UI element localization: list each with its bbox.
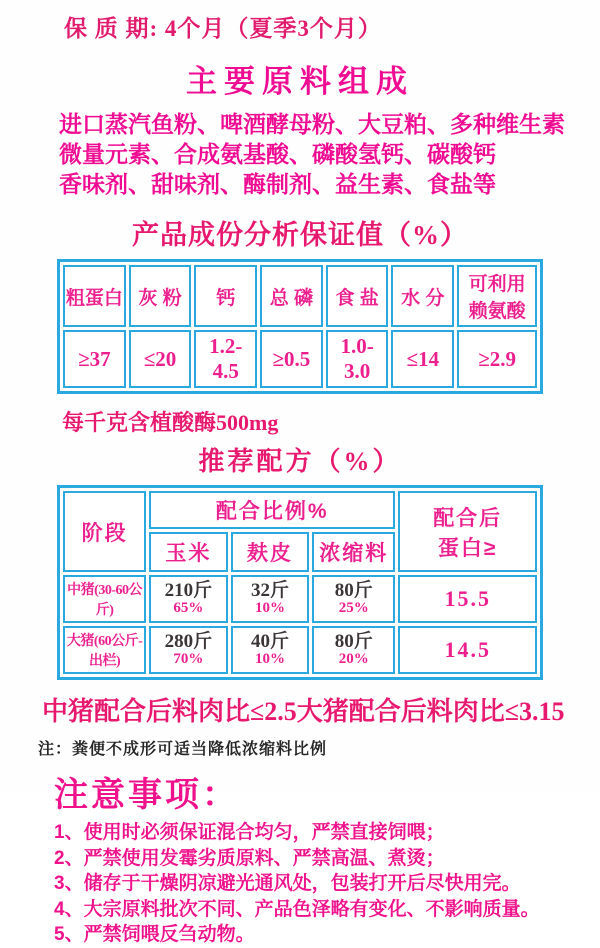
- big-pig-corn-jin: 280斤: [164, 631, 213, 653]
- formula-col-mix-ratio: 配合比例%: [149, 491, 395, 529]
- mid-pig-bran-cell: [231, 575, 310, 623]
- mid-pig-bran-pct: 10%: [254, 600, 285, 617]
- caution-item-4: 4、大宗原料批次不同、产品色泽略有变化、不影响质量。: [54, 898, 540, 920]
- big-pig-bran-jin: 40斤: [250, 631, 289, 653]
- formula-col-protein-line2: 蛋白≥: [437, 536, 498, 560]
- caution-item-3: 3、储存于干燥阴凉避光通风处，包装打开后尽快用完。: [54, 873, 521, 894]
- ingredients-paragraph: [59, 109, 565, 199]
- mid-pig-corn-pct: 65%: [173, 600, 204, 617]
- analysis-col-ash: 灰 粉: [129, 265, 192, 327]
- big-pig-corn-pct: 70%: [173, 651, 204, 668]
- analysis-val-calcium: 1.2-4.5: [194, 330, 257, 388]
- formula-col-bran: 麸皮: [231, 532, 310, 572]
- stool-note: 注：粪便不成形可适当降低浓缩料比例: [38, 741, 328, 758]
- analysis-val-ash: ≤20: [129, 330, 192, 388]
- mid-pig-corn-cell: [149, 575, 228, 623]
- big-pig-concentrate-jin: 80斤: [334, 631, 373, 653]
- mid-pig-concentrate-jin: 80斤: [334, 580, 373, 602]
- caution-item-2: 2、严禁使用发霉劣质原料、严禁高温、煮烫；: [54, 847, 445, 869]
- analysis-header-row: [63, 265, 537, 327]
- mid-pig-feed-meat-ratio: 中猪配合后料肉比≤2.5: [42, 697, 297, 726]
- mid-pig-protein-value: 15.5: [398, 575, 537, 623]
- shelf-life-line: 保 质 期: 4个月（夏季3个月）: [64, 16, 382, 41]
- caution-item-1: 1、使用时必须保证混合均匀，严禁直接饲喂；: [54, 822, 445, 843]
- analysis-col-phosphorus: 总 磷: [260, 265, 323, 327]
- analysis-col-moisture: 水 分: [391, 265, 454, 327]
- big-pig-protein-value: 14.5: [398, 626, 537, 674]
- stage-label-big-pig: 大猪(60公斤-出栏): [63, 626, 146, 674]
- formula-col-stage: 阶段: [63, 491, 146, 572]
- formula-col-protein-line1: 配合后: [433, 506, 503, 530]
- big-pig-corn-cell: [149, 626, 228, 674]
- phytase-note: 每千克含植酸酶500mg: [62, 410, 279, 435]
- caution-item-5: 5、严禁饲喂反刍动物。: [54, 924, 255, 945]
- formula-section-title: 推荐配方（%）: [198, 447, 402, 476]
- cautions-title: 注意事项：: [54, 777, 239, 814]
- analysis-section-title: 产品成份分析保证值（%）: [132, 220, 468, 250]
- big-pig-bran-cell: [231, 626, 310, 674]
- mid-pig-corn-jin: 210斤: [164, 580, 213, 602]
- formula-col-concentrate: 浓缩料: [312, 532, 395, 572]
- big-pig-concentrate-pct: 20%: [338, 651, 369, 668]
- mid-pig-bran-jin: 32斤: [250, 580, 289, 602]
- analysis-table: [57, 259, 543, 394]
- analysis-val-crude-protein: ≥37: [63, 330, 126, 388]
- analysis-val-moisture: ≤14: [391, 330, 454, 388]
- mid-pig-concentrate-cell: [312, 575, 395, 623]
- feed-meat-ratio-line: [42, 691, 565, 728]
- analysis-col-calcium: 钙: [194, 265, 257, 327]
- formula-row-mid-pig: [63, 575, 537, 623]
- big-pig-concentrate-cell: [312, 626, 395, 674]
- ingredients-line-1: 进口蒸汽鱼粉、啤酒酵母粉、大豆粕、多种维生素: [59, 111, 565, 137]
- analysis-col-salt: 食 盐: [326, 265, 389, 327]
- analysis-val-phosphorus: ≥0.5: [260, 330, 323, 388]
- ingredients-line-3: 香味剂、甜味剂、酶制剂、益生素、食盐等: [59, 171, 496, 197]
- analysis-val-salt: 1.0-3.0: [326, 330, 389, 388]
- ingredients-section-title: 主要原料组成: [186, 64, 414, 99]
- analysis-col-crude-protein: 粗蛋白: [63, 265, 126, 327]
- formula-row-big-pig: [63, 626, 537, 674]
- mid-pig-concentrate-pct: 25%: [338, 600, 369, 617]
- analysis-value-row: [63, 330, 537, 388]
- analysis-col-lysine: 可利用赖氨酸: [457, 265, 537, 327]
- ingredients-line-2: 微量元素、合成氨基酸、磷酸氢钙、碳酸钙: [59, 141, 496, 167]
- big-pig-bran-pct: 10%: [254, 651, 285, 668]
- stage-label-mid-pig: 中猪(30-60公斤): [63, 575, 146, 623]
- formula-table: [57, 485, 543, 680]
- big-pig-feed-meat-ratio: 大猪配合后料肉比≤3.15: [296, 697, 565, 726]
- analysis-val-lysine: ≥2.9: [457, 330, 537, 388]
- formula-col-corn: 玉米: [149, 532, 228, 572]
- cautions-list: [54, 820, 600, 948]
- formula-header-row-1: [63, 491, 537, 529]
- formula-col-protein-after: [398, 491, 537, 572]
